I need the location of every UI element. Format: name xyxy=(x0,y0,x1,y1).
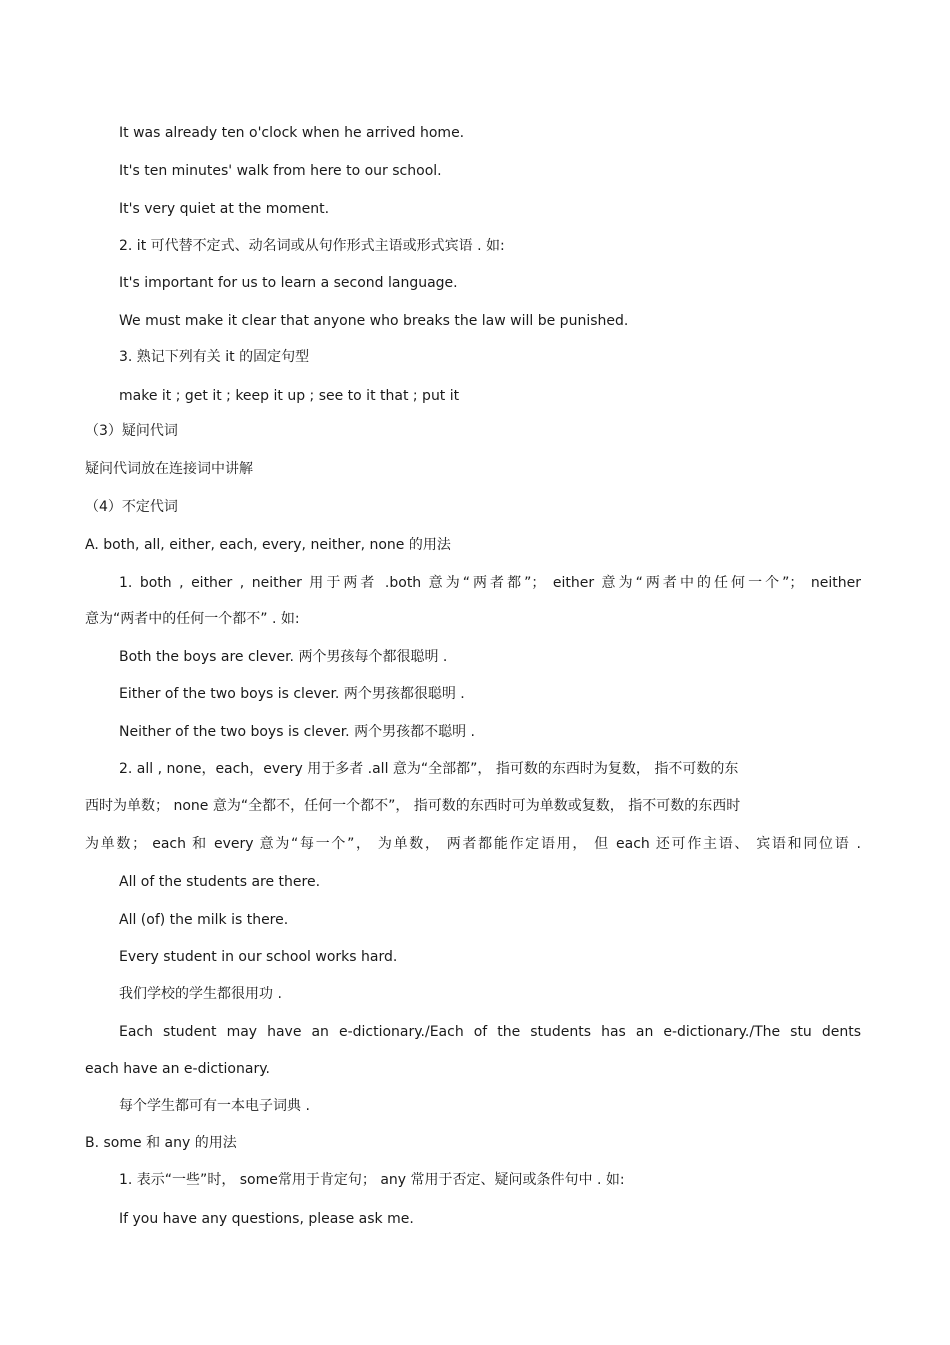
text-line: Every student in our school works hard. xyxy=(119,949,398,965)
text-line: 3. 熟记下列有关 it 的固定句型 xyxy=(119,349,310,365)
text-line: If you have any questions, please ask me. xyxy=(119,1211,414,1227)
text-line: We must make it clear that anyone who breaks the law will be punished. xyxy=(119,313,629,329)
text-line: Each student may have an e-dictionary./Each of the students has an e-dictionary./The stu dents xyxy=(119,1024,861,1040)
text-line: It's ten minutes' walk from here to our school. xyxy=(119,163,442,179)
text-line: 为单数； each 和 every 意为“每一个”， 为单数， 两者都能作定语用， 但 each 还可作主语、 宾语和同位语 . xyxy=(85,836,861,852)
text-line: 1. 表示“一些”时， some常用于肯定句； any 常用于否定、疑问或条件句中 . 如: xyxy=(119,1172,625,1188)
text-line: make it ; get it ; keep it up ; see to it that ; put it xyxy=(119,388,460,404)
text-line: Both the boys are clever. 两个男孩每个都很聪明 . xyxy=(119,649,448,665)
text-line: 2. it 可代替不定式、动名词或从句作形式主语或形式宾语 . 如: xyxy=(119,238,505,254)
text-line: 西时为单数； none 意为“全都不，任何一个都不”， 指可数的东西时可为单数或复数， 指不可数的东西时 xyxy=(85,798,741,814)
text-line: It's important for us to learn a second language. xyxy=(119,275,458,291)
text-line: 意为“两者中的任何一个都不” . 如: xyxy=(85,611,300,627)
text-line: Neither of the two boys is clever. 两个男孩都不聪明 . xyxy=(119,724,475,740)
text-line: 2. all , none，each，every 用于多者 .all 意为“全部都”， 指可数的东西时为复数， 指不可数的东 xyxy=(119,761,739,777)
section-heading: （3）疑问代词 xyxy=(85,423,178,439)
text-line: Either of the two boys is clever. 两个男孩都很聪明 . xyxy=(119,686,465,702)
text-line: It was already ten o'clock when he arrived home. xyxy=(119,125,465,141)
text-line: It's very quiet at the moment. xyxy=(119,201,330,217)
subsection-heading: A. both, all, either, each, every, neither, none 的用法 xyxy=(85,537,451,553)
subsection-heading: B. some 和 any 的用法 xyxy=(85,1135,237,1151)
text-line: each have an e-dictionary. xyxy=(85,1061,270,1077)
text-line: All (of) the milk is there. xyxy=(119,912,289,928)
text-line: 每个学生都可有一本电子词典 . xyxy=(119,1098,310,1114)
text-line: 疑问代词放在连接词中讲解 xyxy=(85,461,253,477)
text-line: 1. both , either , neither 用于两者 .both 意为“两者都”； either 意为“两者中的任何一个”； neither xyxy=(119,575,861,591)
section-heading: （4）不定代词 xyxy=(85,499,178,515)
text-line: All of the students are there. xyxy=(119,874,321,890)
text-line: 我们学校的学生都很用功 . xyxy=(119,986,282,1002)
